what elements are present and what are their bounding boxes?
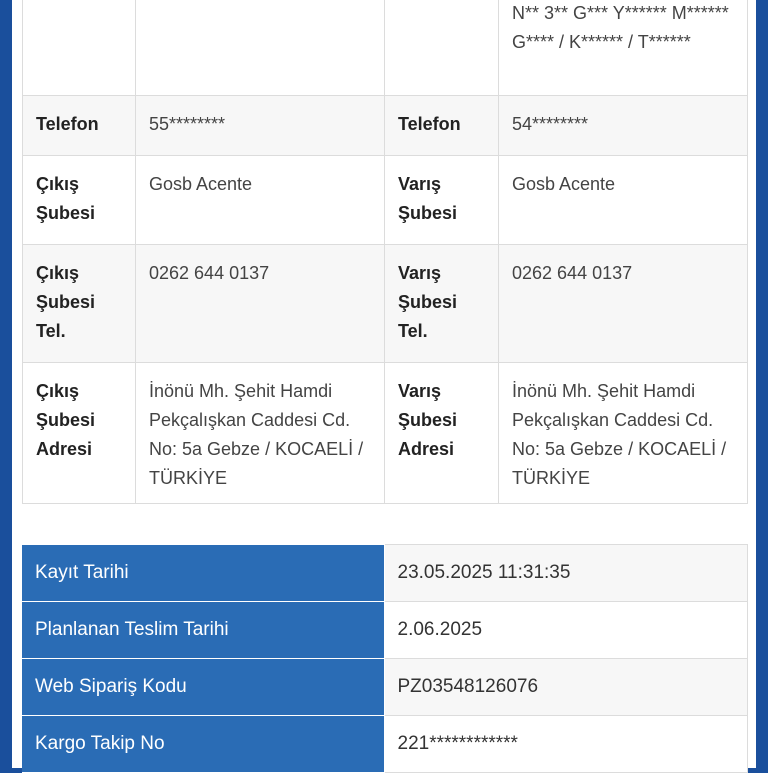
tracking-label: Kargo Takip No: [22, 716, 384, 773]
sender-address-value: [136, 0, 385, 96]
sender-address-cell: [23, 0, 136, 96]
departure-branch-tel-value[interactable]: 0262 644 0137: [136, 245, 385, 363]
shipment-meta-table: [22, 544, 748, 773]
sender-receiver-table: [22, 0, 748, 504]
arrival-branch-address-label: Varış Şubesi Adresi: [385, 363, 499, 504]
phone-row: [23, 96, 748, 156]
planned-delivery-label: Planlanan Teslim Tarihi: [22, 602, 384, 659]
branch-address-row: [23, 363, 748, 504]
tracking-value: 221************: [384, 716, 747, 773]
web-order-value: PZ03548126076: [384, 659, 747, 716]
receiver-address-value: [499, 0, 748, 96]
web-order-label: Web Sipariş Kodu: [22, 659, 384, 716]
arrival-branch-value: Gosb Acente: [499, 156, 748, 245]
web-order-row: [22, 659, 747, 716]
record-date-value: 23.05.2025 11:31:35: [384, 545, 747, 602]
receiver-phone-value: 54********: [499, 96, 748, 156]
departure-branch-tel-label: Çıkış Şubesi Tel.: [23, 245, 136, 363]
arrival-branch-tel-value[interactable]: 0262 644 0137: [499, 245, 748, 363]
arrival-branch-address-value: İnönü Mh. Şehit Hamdi Pekçalışkan Caddesi Cd. No: 5a Gebze / KOCAELİ / TÜRKİYE: [499, 363, 748, 504]
planned-delivery-row: [22, 602, 747, 659]
arrival-branch-label: Varış Şubesi: [385, 156, 499, 245]
receiver-address-label: [385, 0, 499, 96]
record-date-label: Kayıt Tarihi: [22, 545, 384, 602]
branch-row: [23, 156, 748, 245]
arrival-branch-tel-label: Varış Şubesi Tel.: [385, 245, 499, 363]
tracking-row: [22, 716, 747, 773]
sender-phone-label: Telefon: [23, 96, 136, 156]
departure-branch-address-value: İnönü Mh. Şehit Hamdi Pekçalışkan Caddesi Cd. No: 5a Gebze / KOCAELİ / TÜRKİYE: [136, 363, 385, 504]
departure-branch-address-label: Çıkış Şubesi Adresi: [23, 363, 136, 504]
branch-tel-row: [23, 245, 748, 363]
planned-delivery-value: 2.06.2025: [384, 602, 747, 659]
departure-branch-value: Gosb Acente: [136, 156, 385, 245]
departure-branch-label: Çıkış Şubesi: [23, 156, 136, 245]
receiver-phone-label: Telefon: [385, 96, 499, 156]
receiver-address-text: N** 3** G*** Y****** M****** G**** / K****** / T******: [512, 3, 729, 52]
sender-phone-value: 55********: [136, 96, 385, 156]
record-date-row: [22, 545, 747, 602]
shipment-details-panel: [12, 0, 756, 768]
address-row: [23, 0, 748, 96]
